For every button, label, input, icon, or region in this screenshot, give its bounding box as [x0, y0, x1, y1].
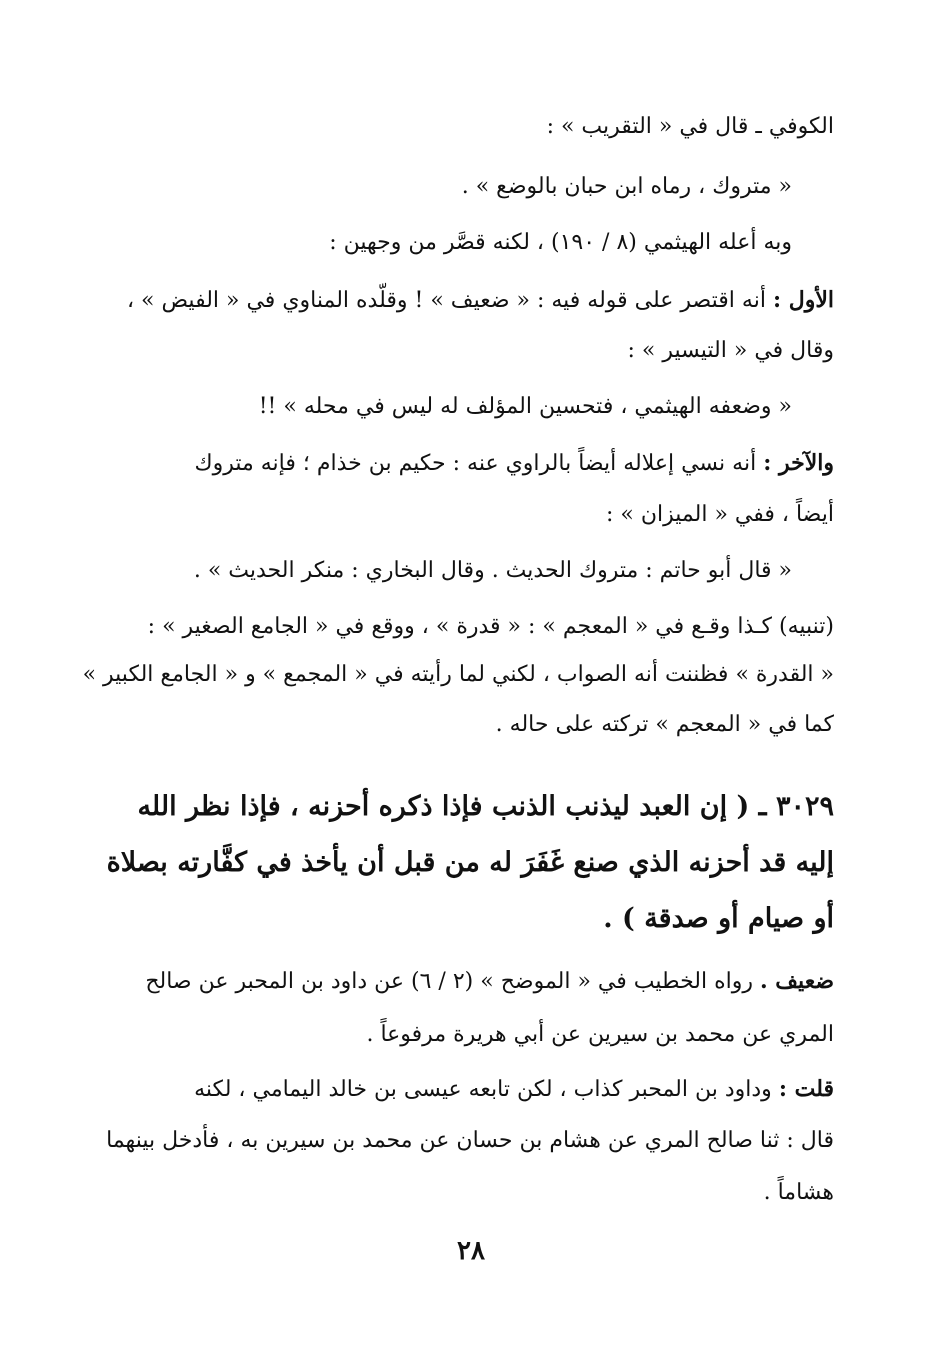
hadith-heading-line: ٣٠٢٩ ـ ( إن العبد ليذنب الذنب فإذا ذكره أحزنه ، فإذا نظر الله	[137, 791, 834, 822]
text-line: الكوفي ـ قال في « التقريب » :	[546, 114, 834, 139]
text-line: وقال في « التيسير » :	[627, 338, 834, 363]
second-point-label: والآخر :	[763, 450, 834, 476]
first-point-text: أنه اقتصر على قوله فيه : « ضعيف » ! وقلّده المناوي في « الفيض » ،	[126, 288, 766, 313]
second-point-text: أنه نسي إعلاله أيضاً بالراوي عنه : حكيم بن خذام ؛ فإنه متروك	[194, 451, 757, 476]
grading-label: ضعيف .	[759, 968, 834, 994]
commentary-line	[98, 966, 834, 997]
note-line: كما في « المعجم » تركته على حاله .	[495, 712, 834, 737]
commentary-line	[98, 1074, 834, 1105]
page-number: ٢٨	[457, 1236, 485, 1266]
commentary-line: المري عن محمد بن سيرين عن أبي هريرة مرفوعاً .	[366, 1022, 834, 1047]
text-line: وبه أعله الهيثمي (٨ / ١٩٠) ، لكنه قصَّر من وجهين :	[329, 230, 792, 255]
hadith-heading-line: إليه قد أحزنه الذي صنع غَفَرَ له من قبل أن يأخذ في كفَّارته بصلاة	[106, 847, 834, 878]
note-line: « القدرة » فظننت أنه الصواب ، لكني لما رأيته في « المجمع » و « الجامع الكبير »	[82, 662, 834, 687]
text-line: أيضاً ، ففي « الميزان » :	[606, 502, 834, 527]
first-point-label: الأول :	[772, 287, 834, 313]
text-line	[98, 448, 834, 479]
commentary-line: قال : ثنا صالح المري عن هشام بن حسان عن محمد بن سيرين به ، فأدخل بينهما	[106, 1128, 834, 1153]
author-remark-label: قلت :	[778, 1076, 834, 1102]
quote-line: « متروك ، رماه ابن حبان بالوضع » .	[461, 174, 792, 199]
text-line	[98, 285, 834, 316]
quote-line: « قال أبو حاتم : متروك الحديث . وقال البخاري : منكر الحديث » .	[193, 558, 792, 583]
author-remark-text: وداود بن المحبر كذاب ، لكن تابعه عيسى بن خالد اليمامي ، لكنه	[194, 1077, 772, 1102]
note-line: (تنبيه) كـذا وقـع في « المعجم » : « قدرة » ، ووقع في « الجامع الصغير » :	[147, 614, 834, 639]
commentary-line: هشاماً .	[763, 1180, 834, 1205]
quote-line: « وضعفه الهيثمي ، فتحسين المؤلف له ليس في محله » !!	[258, 394, 792, 419]
grading-text: رواه الخطيب في « الموضح » (٢ / ٦) عن داود بن المحبر عن صالح	[145, 969, 753, 994]
hadith-heading-line: أو صيام أو صدقة ) .	[603, 903, 834, 934]
